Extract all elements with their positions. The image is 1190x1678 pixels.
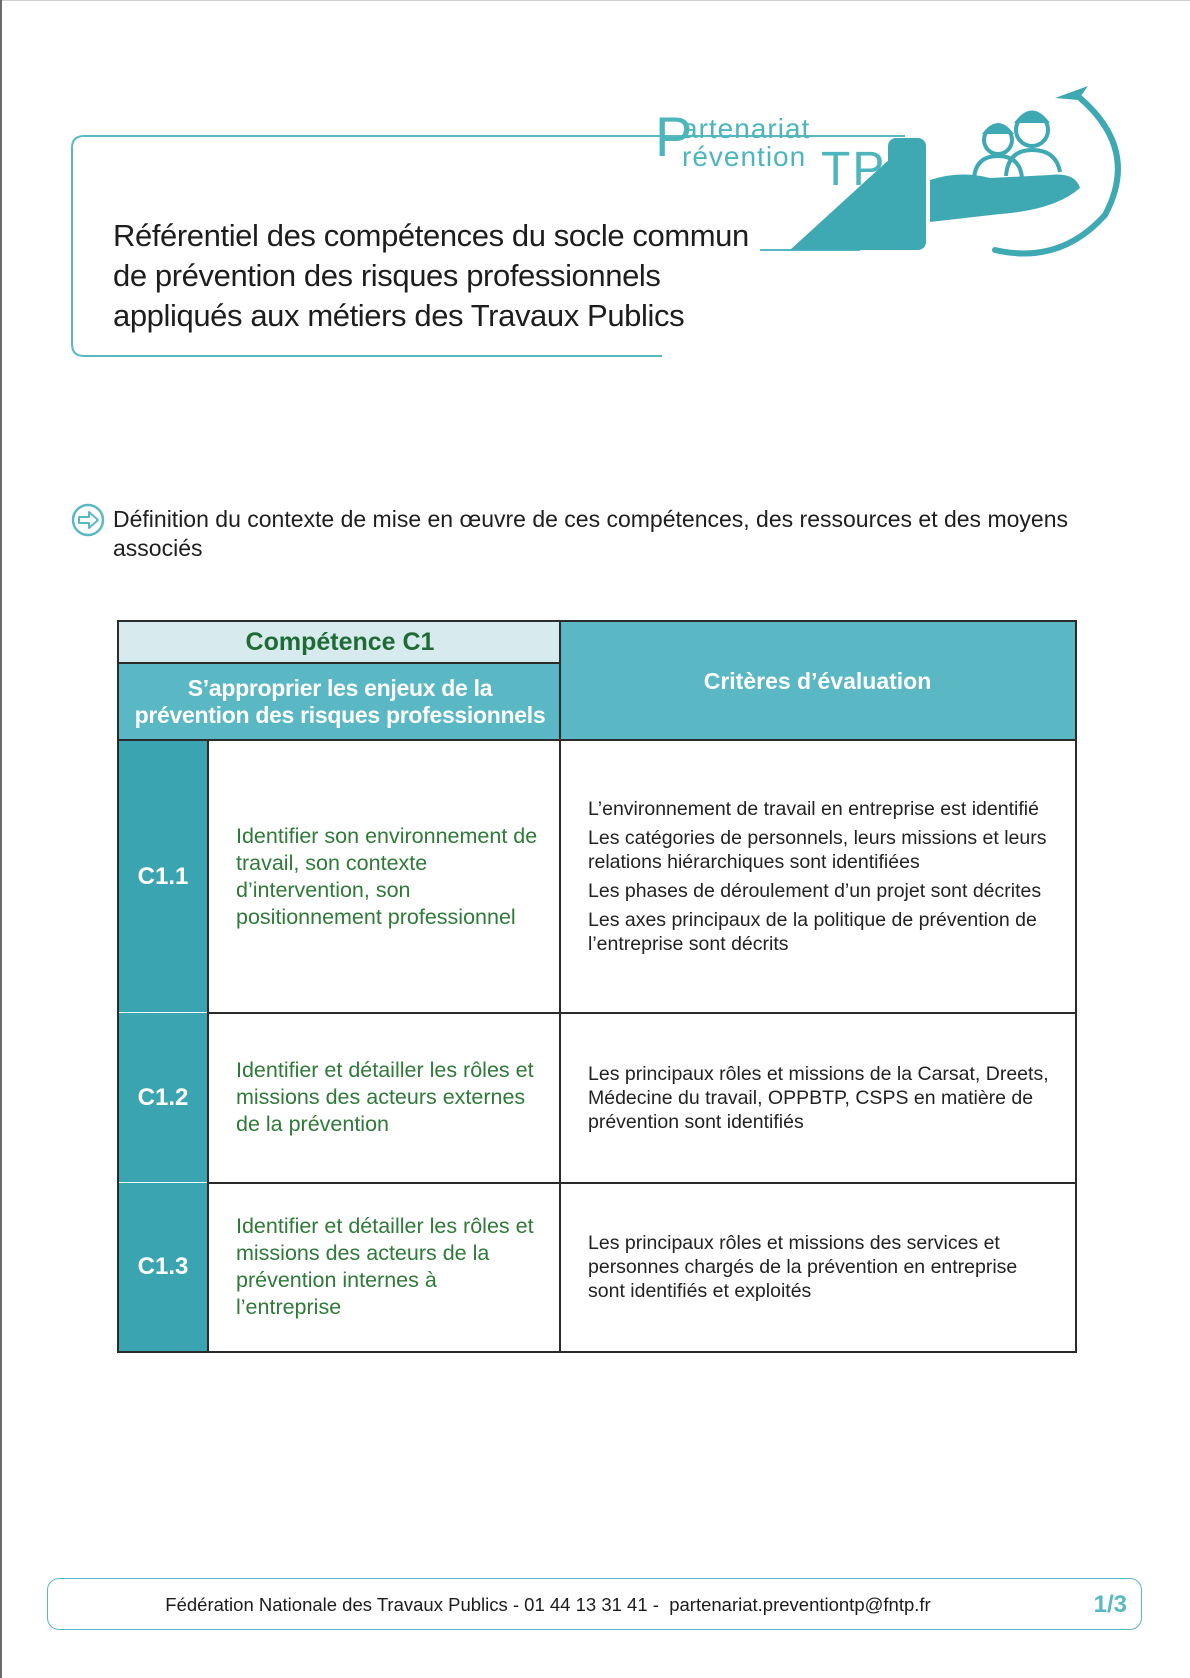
row-competence-text: Identifier et détailler les rôles et missions des acteurs externes de la prévention bbox=[236, 1058, 534, 1136]
section-heading: Définition du contexte de mise en œuvre de ces compétences, des ressources et des moyens associés bbox=[113, 506, 1068, 561]
criterion: Les axes principaux de la politique de prévention de l’entreprise sont décrits bbox=[588, 909, 1037, 955]
footer-contact: Fédération Nationale des Travaux Publics - 01 44 13 31 41 - partenariat.preventiontp@fntp.fr bbox=[165, 1594, 931, 1615]
competence-subtitle-line: prévention des risques professionnels bbox=[134, 702, 546, 728]
competence-table bbox=[117, 620, 1077, 1353]
row-competence-text: Identifier et détailler les rôles et missions des acteurs de la prévention internes à l’entreprise bbox=[236, 1214, 534, 1319]
page-title bbox=[113, 216, 753, 336]
criterion: L’environnement de travail en entreprise est identifié bbox=[588, 798, 1039, 820]
competence-subtitle-line: S’approprier les enjeux de la bbox=[187, 675, 493, 701]
criterion: Les principaux rôles et missions de la Carsat, Dreets, Médecine du travail, OPPBTP, CSPS en matière de prévention sont identifiés bbox=[588, 1062, 1049, 1133]
criteria-header: Critères d’évaluation bbox=[560, 622, 1075, 740]
logo-word-partenariat: artenariat bbox=[682, 113, 811, 144]
footer bbox=[47, 1578, 1142, 1630]
page-number: 1/3 bbox=[1093, 1591, 1127, 1618]
logo-tp: TP bbox=[821, 143, 887, 196]
criterion: Les principaux rôles et missions des services et personnes chargés de la prévention en entreprise sont identifiés et exploités bbox=[588, 1232, 1018, 1302]
criterion: Les catégories de personnels, leurs missions et leurs relations hiérarchiques sont identifiées bbox=[588, 827, 1047, 873]
logo-word-prevention: révention bbox=[682, 141, 807, 172]
row-code: C1.3 bbox=[119, 1183, 207, 1351]
title-line: appliqués aux métiers des Travaux Publics bbox=[113, 298, 685, 333]
title-line: Référentiel des compétences du socle commun bbox=[113, 218, 749, 253]
criterion: Les phases de déroulement d’un projet sont décrites bbox=[588, 880, 1042, 902]
table-border bbox=[117, 620, 1077, 1353]
row-competence-text: Identifier son environnement de travail, son contexte d’intervention, son positionnement professionnel bbox=[236, 823, 538, 929]
row-code: C1.1 bbox=[119, 741, 207, 1012]
title-line: de prévention des risques professionnels bbox=[113, 258, 661, 293]
logo-letter-p: P bbox=[655, 105, 693, 168]
row-code: C1.2 bbox=[119, 1013, 207, 1182]
arrow-circle-icon bbox=[71, 503, 105, 537]
competence-title: Compétence C1 bbox=[119, 622, 561, 662]
